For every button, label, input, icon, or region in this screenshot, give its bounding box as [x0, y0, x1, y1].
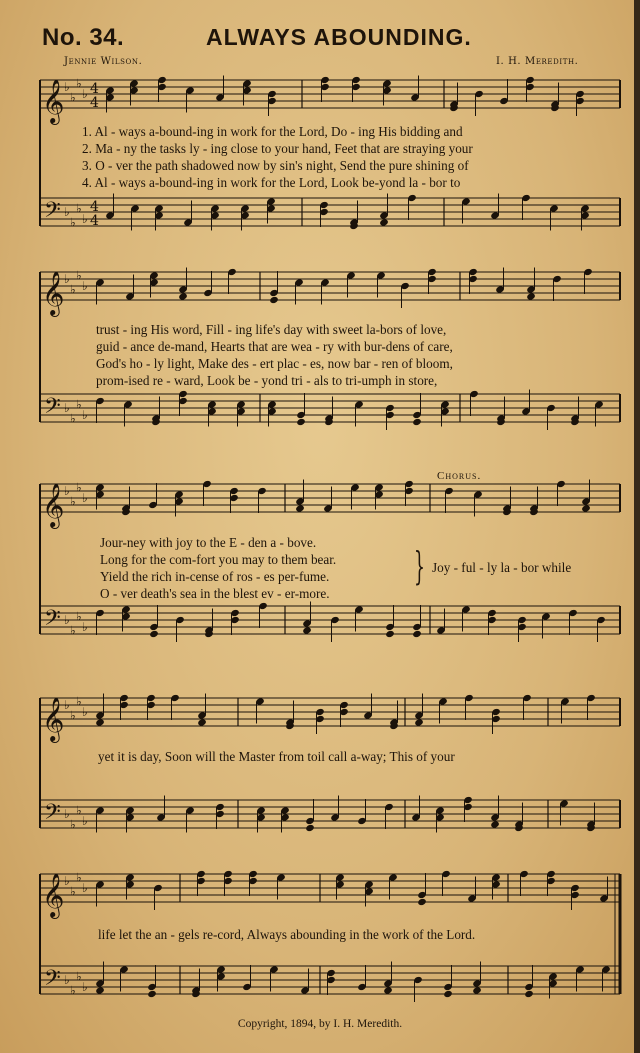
- key-flat: ♭: [64, 80, 70, 94]
- key-flat: ♭: [82, 814, 88, 828]
- chorus-lyric-2: yet it is day, Soon will the Master from toil call a-way; This of your: [98, 749, 455, 764]
- note-head: [417, 898, 427, 906]
- composer-credit: I. H. Meredith.: [496, 56, 579, 67]
- verse-2-line-2: guid - ance de-mand, Hearts that are wea - ry with bur-dens of care,: [96, 339, 453, 354]
- note-head: [412, 630, 422, 638]
- key-flat: ♭: [70, 708, 76, 723]
- treble-clef: 𝄞: [42, 271, 65, 315]
- key-flat: ♭: [70, 983, 76, 998]
- bass-clef: 𝄢: [44, 606, 61, 636]
- verse-3-line-2: God's ho - ly light, Make des - ert plac - es, now bar - ren of bloom,: [96, 356, 453, 371]
- key-flat: ♭: [64, 272, 70, 286]
- note-head: [526, 292, 536, 300]
- note-head: [305, 824, 315, 832]
- time-signature-bottom: 4: [90, 213, 99, 229]
- key-flat: ♭: [70, 215, 76, 230]
- note-head: [524, 990, 534, 998]
- key-flat: ♭: [76, 609, 82, 624]
- key-flat: ♭: [76, 268, 82, 283]
- key-flat: ♭: [64, 807, 70, 821]
- key-flat: ♭: [76, 201, 82, 216]
- note-head: [95, 718, 105, 726]
- note-head: [147, 990, 157, 998]
- note-head: [295, 504, 305, 512]
- key-flat: ♭: [70, 282, 76, 297]
- verse-1-line-1: 1. Al - ways a-bound-ing in work for the Lord, Do - ing His bidding and: [82, 124, 463, 139]
- verse-1-line-3: Jour-ney with joy to the E - den a - bove.: [100, 535, 317, 550]
- key-flat: ♭: [82, 705, 88, 719]
- bass-clef: 𝄢: [44, 198, 61, 228]
- time-signature-bottom: 4: [90, 95, 99, 111]
- key-flat: ♭: [64, 205, 70, 219]
- note-head: [490, 820, 500, 828]
- note-head: [149, 630, 159, 638]
- note-head: [383, 986, 393, 994]
- key-flat: ♭: [82, 212, 88, 226]
- key-flat: ♭: [76, 480, 82, 495]
- key-flat: ♭: [64, 698, 70, 712]
- key-flat: ♭: [70, 90, 76, 105]
- note-head: [302, 626, 312, 634]
- bass-clef: 𝄢: [44, 800, 61, 830]
- time-signature-top: 4: [90, 81, 99, 97]
- note-head: [414, 718, 424, 726]
- verse-4-line-1: 4. Al - ways a-bound-ing in work for the Lord, Look be-yond la - bor to: [82, 175, 461, 190]
- key-flat: ♭: [70, 817, 76, 832]
- note-head: [412, 418, 422, 426]
- key-flat: ♭: [76, 76, 82, 91]
- hymn-number: No. 34.: [42, 24, 125, 51]
- verse-4-line-3: O - ver death's sea in the blest ev - er-more.: [100, 586, 330, 601]
- hymn-title: ALWAYS ABOUNDING.: [206, 24, 472, 50]
- note-head: [95, 986, 105, 994]
- verse-4-line-2: prom-ised re - ward, Look be - yond tri - als to tri-umph in store,: [96, 373, 438, 388]
- key-flat: ♭: [64, 401, 70, 415]
- note-head: [385, 630, 395, 638]
- note-head: [379, 218, 389, 226]
- key-flat: ♭: [76, 870, 82, 885]
- page-edge: [634, 0, 640, 1053]
- key-flat: ♭: [70, 884, 76, 899]
- chorus-lyric-3: life let the an - gels re-cord, Always abounding in the work of the Lord.: [98, 927, 476, 942]
- note-head: [296, 418, 306, 426]
- verse-2-line-3: Long for the com-fort you may to them bear.: [100, 552, 337, 567]
- verse-3-line-1: 3. O - ver the path shadowed now by sin's night, Send the pure shining of: [82, 158, 469, 173]
- chorus-lyric-1: Joy - ful - ly la - bor while: [432, 560, 572, 575]
- key-flat: ♭: [82, 980, 88, 994]
- note-head: [472, 986, 482, 994]
- key-flat: ♭: [82, 408, 88, 422]
- key-flat: ♭: [82, 87, 88, 101]
- key-flat: ♭: [76, 397, 82, 412]
- note-head: [197, 718, 207, 726]
- key-flat: ♭: [76, 969, 82, 984]
- key-flat: ♭: [76, 803, 82, 818]
- note-head: [443, 990, 453, 998]
- chorus-label: Chorus.: [437, 470, 482, 482]
- verse-3-line-3: Yield the rich in-cense of ros - es per-fume.: [100, 569, 330, 584]
- poet-credit: Jennie Wilson.: [64, 56, 143, 67]
- treble-clef: 𝄞: [42, 697, 65, 741]
- key-flat: ♭: [70, 623, 76, 638]
- key-flat: ♭: [64, 484, 70, 498]
- verse-brace: }: [414, 544, 425, 588]
- verse-2-line-1: 2. Ma - ny the tasks ly - ing close to your hand, Feet that are straying your: [82, 141, 473, 156]
- treble-clef: 𝄞: [42, 79, 65, 123]
- key-flat: ♭: [64, 973, 70, 987]
- verse-1-line-2: trust - ing His word, Fill - ing life's day with sweet la-bors of love,: [96, 322, 447, 337]
- time-signature-top: 4: [90, 199, 99, 215]
- note-head: [269, 296, 279, 304]
- bass-clef: 𝄢: [44, 966, 61, 996]
- treble-clef: 𝄞: [42, 483, 65, 527]
- key-flat: ♭: [76, 694, 82, 709]
- key-flat: ♭: [70, 494, 76, 509]
- key-flat: ♭: [82, 620, 88, 634]
- note-head: [581, 504, 591, 512]
- key-flat: ♭: [82, 881, 88, 895]
- copyright-notice: Copyright, 1894, by I. H. Meredith.: [237, 1018, 403, 1030]
- key-flat: ♭: [64, 613, 70, 627]
- note-head: [178, 292, 188, 300]
- treble-clef: 𝄞: [42, 873, 65, 917]
- bass-clef: 𝄢: [44, 394, 61, 424]
- key-flat: ♭: [64, 874, 70, 888]
- key-flat: ♭: [70, 411, 76, 426]
- key-flat: ♭: [82, 279, 88, 293]
- key-flat: ♭: [82, 491, 88, 505]
